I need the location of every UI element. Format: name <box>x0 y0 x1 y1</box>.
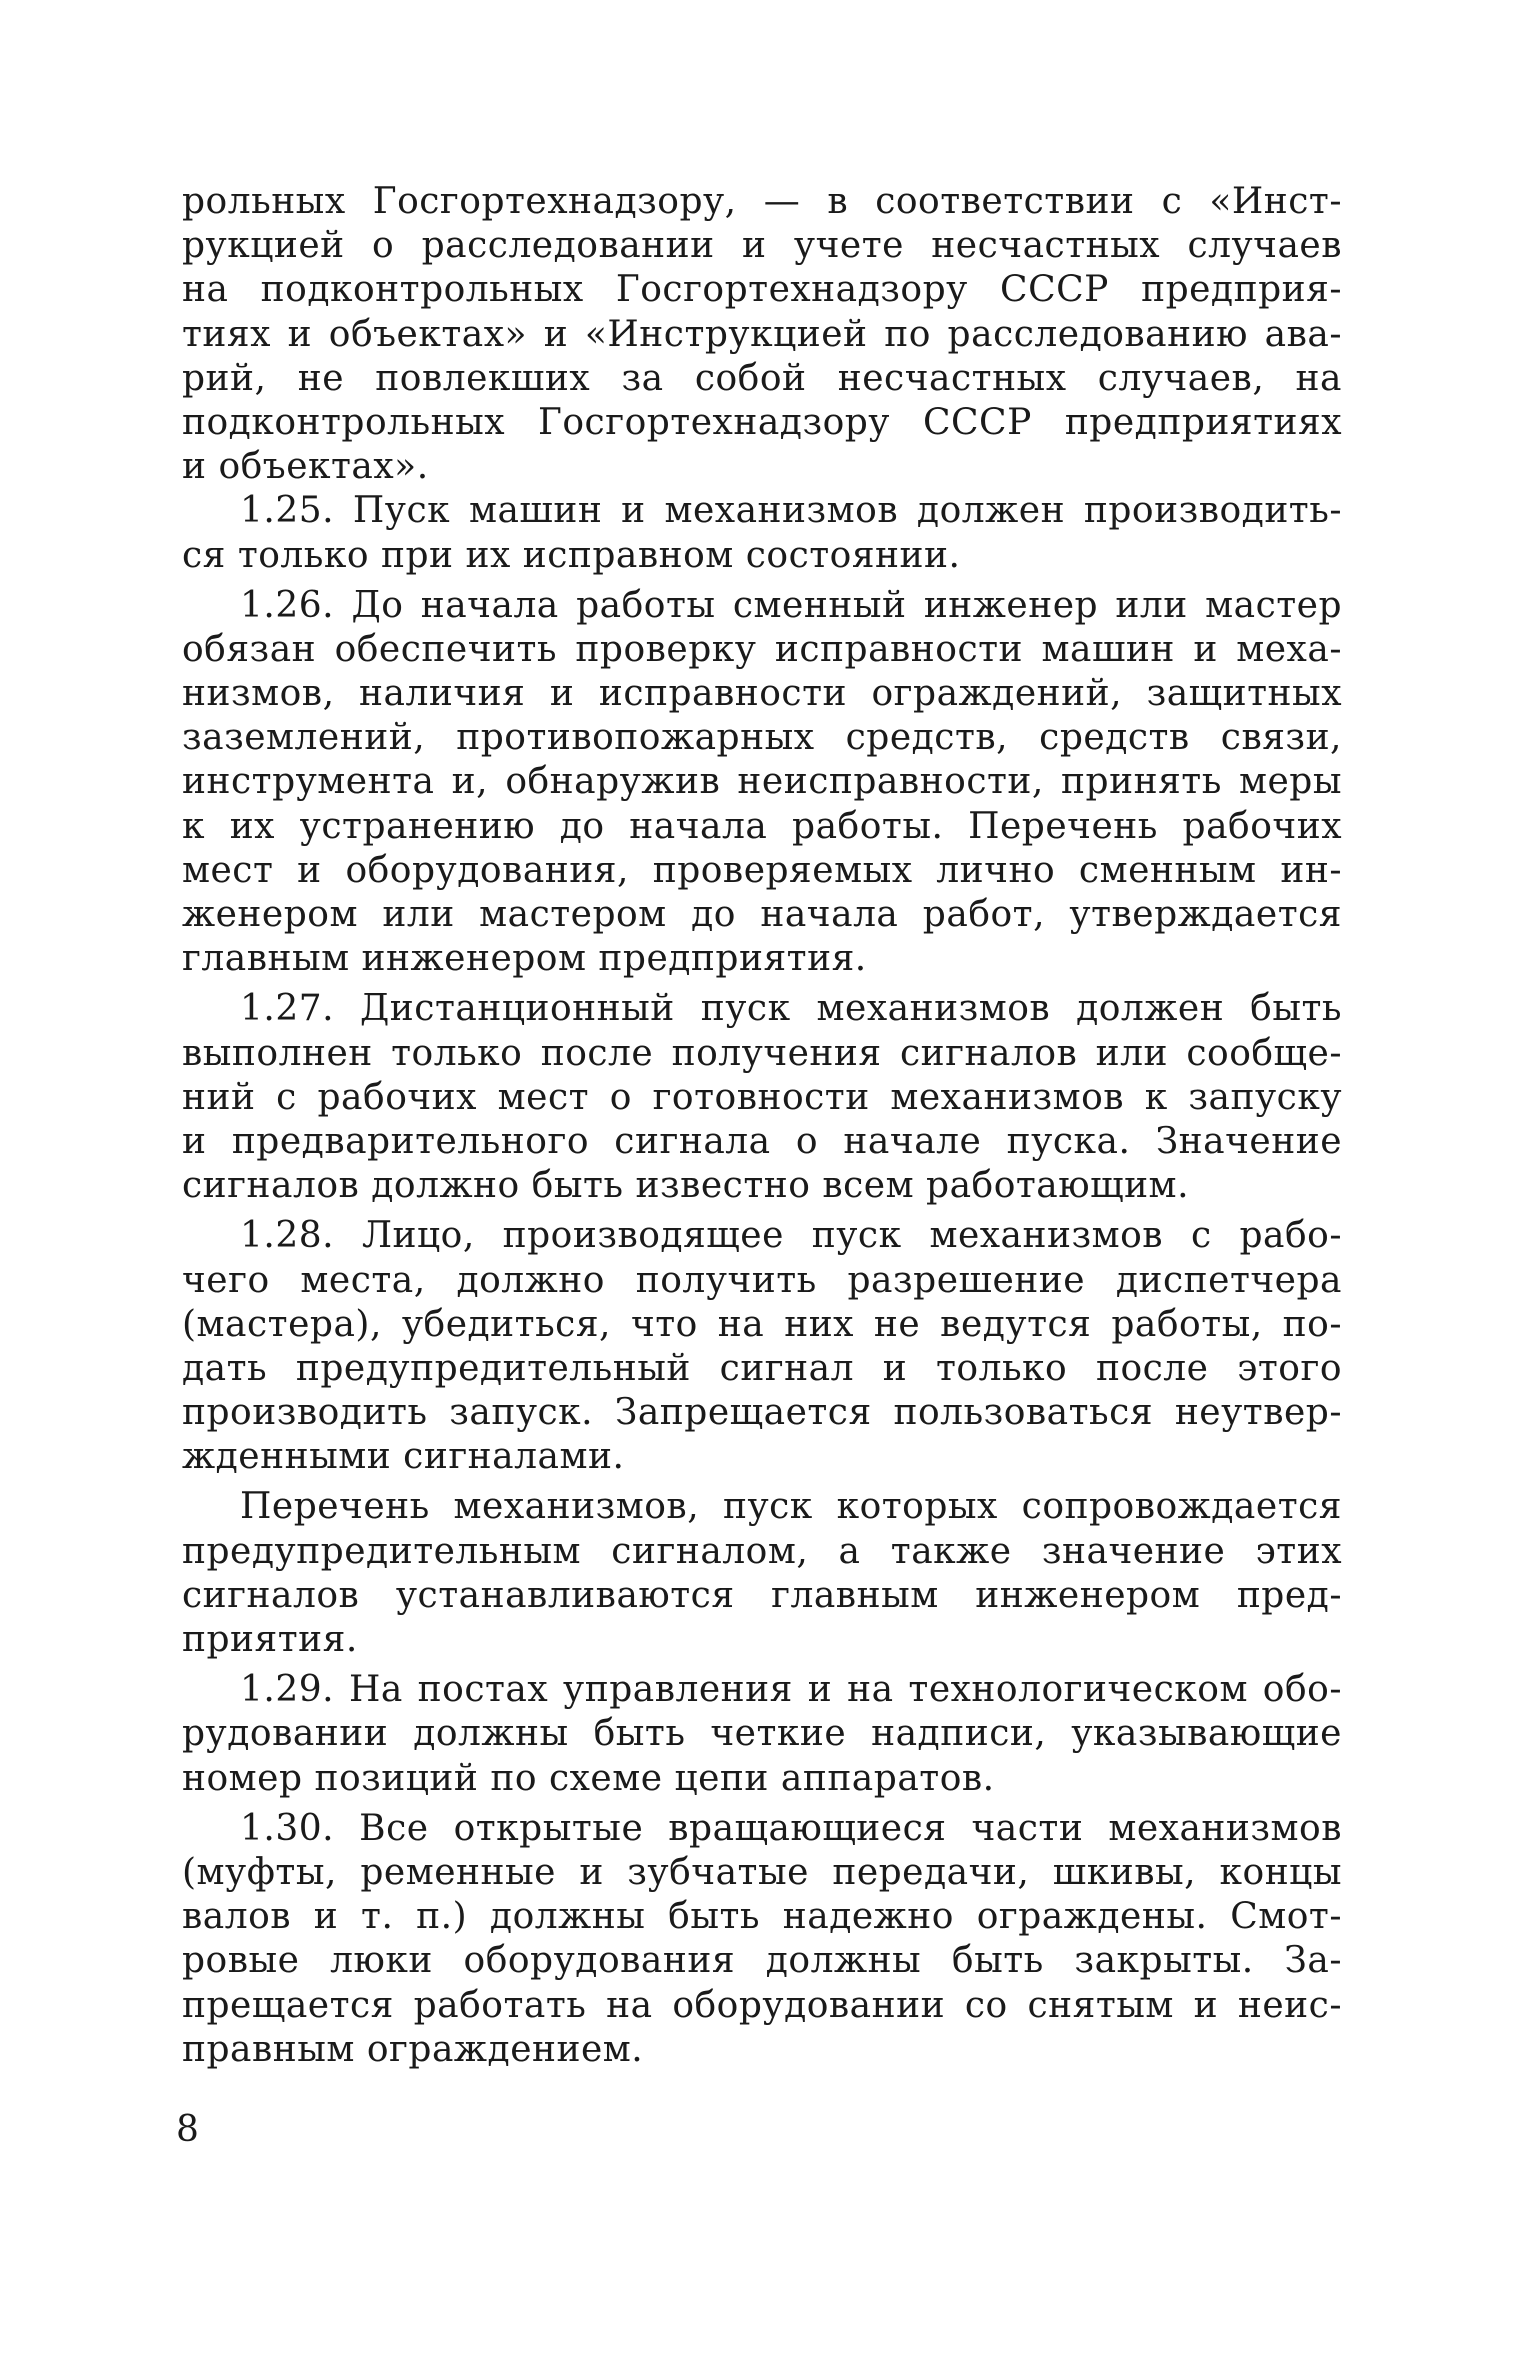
text-line: сигналов устанавливаются главным инженером пред- <box>182 1574 1342 1616</box>
text-line: жденными сигналами. <box>182 1436 625 1478</box>
paragraph-1-28 <box>182 1214 1342 1479</box>
text-line: ний с рабочих мест о готовности механизмов к запуску <box>182 1076 1342 1118</box>
text-line: ровые люки оборудования должны быть закрыты. За- <box>182 1940 1342 1982</box>
text-line: 1.30. Все открытые вращающиеся части механизмов <box>240 1807 1342 1849</box>
paragraph-1-26 <box>182 584 1342 982</box>
text-line: заземлений, противопожарных средств, средств связи, <box>182 717 1342 759</box>
text-line: женером или мастером до начала работ, утверждается <box>182 894 1342 935</box>
text-line: низмов, наличия и исправности ограждений, защитных <box>182 673 1342 715</box>
paragraph-continuation <box>182 180 1342 489</box>
text-line: (муфты, ременные и зубчатые передачи, шкивы, концы <box>182 1851 1342 1893</box>
document-page <box>182 180 1342 2200</box>
text-line: обязан обеспечить проверку исправности машин и меха- <box>182 628 1342 670</box>
text-line: инструмента и, обнаружив неисправности, принять меры <box>182 761 1342 803</box>
text-line: прещается работать на оборудовании со снятым и неис- <box>182 1984 1342 2026</box>
text-line: рий, не повлекших за собой несчастных случаев, на <box>182 357 1342 399</box>
text-line: подконтрольных Госгортехнадзору СССР предприятиях <box>182 401 1342 443</box>
text-line: 1.28. Лицо, производящее пуск механизмов с рабо- <box>240 1215 1342 1257</box>
text-line: правным ограждением. <box>182 2028 644 2070</box>
paragraph-1-25 <box>182 489 1342 577</box>
paragraph-1-28-continued <box>182 1485 1342 1662</box>
text-line: и предварительного сигнала о начале пуска. Значение <box>182 1120 1342 1162</box>
text-line: (мастера), убедиться, что на них не ведутся работы, по- <box>182 1303 1342 1345</box>
paragraph-1-30 <box>182 1807 1342 2072</box>
text-line: главным инженером предприятия. <box>182 938 867 980</box>
text-line: к их устранению до начала работы. Перечень рабочих <box>182 805 1342 847</box>
text-line: 1.29. На постах управления и на технологическом обо- <box>240 1669 1342 1711</box>
text-line: валов и т. п.) должны быть надежно ограждены. Смот- <box>182 1896 1342 1938</box>
text-line: ся только при их исправном состоянии. <box>182 534 961 576</box>
text-line: 1.26. До начала работы сменный инженер или мастер <box>240 584 1342 626</box>
text-line: и объектах». <box>182 446 429 488</box>
text-line: 1.25. Пуск машин и механизмов должен производить- <box>240 490 1342 532</box>
text-line: производить запуск. Запрещается пользоваться неутвер- <box>182 1392 1342 1434</box>
text-line: сигналов должно быть известно всем работающим. <box>182 1165 1190 1207</box>
text-line: рольных Госгортехнадзору, — в соответствии с «Инст- <box>182 181 1342 222</box>
text-line: мест и оборудования, проверяемых лично сменным ин- <box>182 849 1342 891</box>
text-line: выполнен только после получения сигналов или сообще- <box>182 1032 1342 1074</box>
text-line: предупредительным сигналом, а также значение этих <box>182 1530 1342 1572</box>
text-line: тиях и объектах» и «Инструкцией по расследованию ава- <box>182 313 1342 355</box>
text-line: Перечень механизмов, пуск которых сопровождается <box>240 1486 1342 1528</box>
text-line: рудовании должны быть четкие надписи, указывающие <box>182 1713 1342 1755</box>
paragraph-1-27 <box>182 987 1342 1208</box>
text-line: 1.27. Дистанционный пуск механизмов должен быть <box>240 988 1342 1030</box>
text-line: приятия. <box>182 1619 358 1660</box>
page-number: 8 <box>176 2109 199 2150</box>
text-line: дать предупредительный сигнал и только после этого <box>182 1347 1342 1389</box>
text-line: чего места, должно получить разрешение диспетчера <box>182 1259 1342 1301</box>
text-line: рукцией о расследовании и учете несчастных случаев <box>182 225 1342 267</box>
text-line: номер позиций по схеме цепи аппаратов. <box>182 1757 995 1799</box>
text-line: на подконтрольных Госгортехнадзору СССР предприя- <box>182 269 1342 311</box>
paragraph-1-29 <box>182 1668 1342 1801</box>
